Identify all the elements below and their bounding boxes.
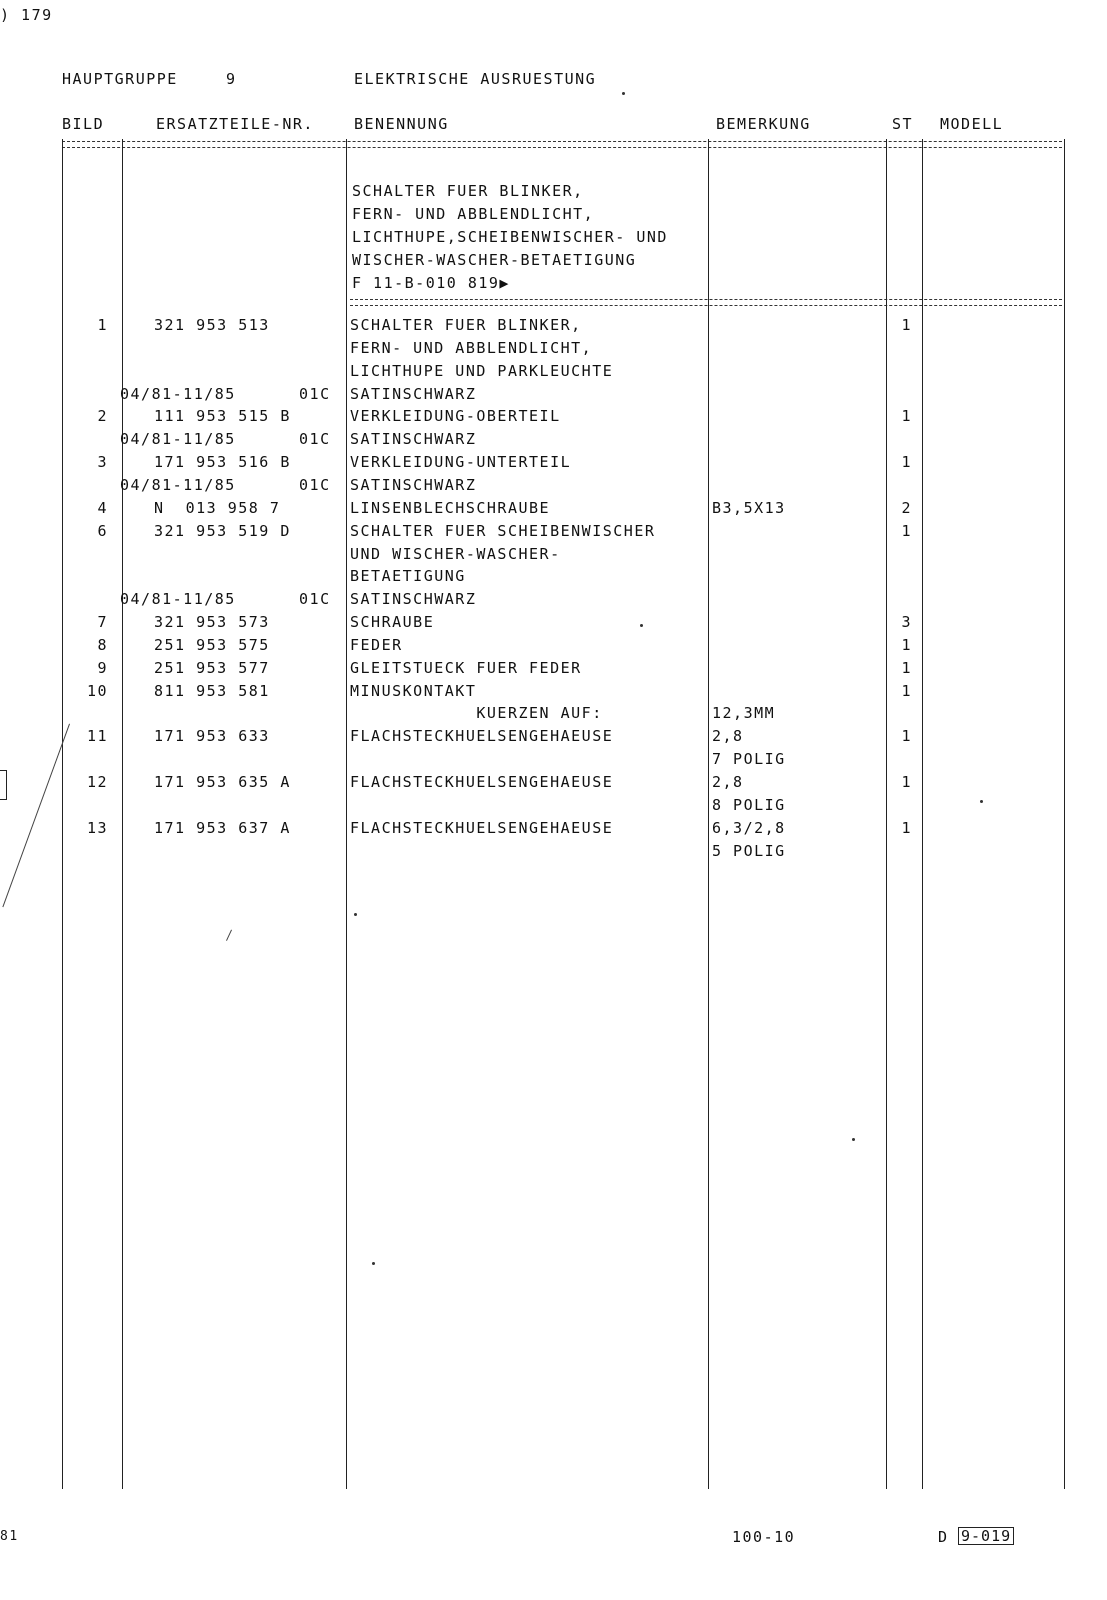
row-name: FLACHSTECKHUELSENGEHAEUSE	[350, 818, 614, 837]
row-name: SCHALTER FUER SCHEIBENWISCHER	[350, 521, 656, 540]
row-name: VERKLEIDUNG-UNTERTEIL	[350, 453, 572, 472]
pen-tick-mark	[226, 930, 232, 941]
row-part-number: 04/81-11/85 01C	[120, 384, 331, 403]
group-title: ELEKTRISCHE AUSRUESTUNG	[354, 70, 597, 88]
row-name: SATINSCHWARZ	[350, 384, 477, 403]
row-bild: 11	[86, 727, 108, 746]
row-name: FLACHSTECKHUELSENGEHAEUSE	[350, 773, 614, 791]
row-name: GLEITSTUECK FUER FEDER	[350, 658, 582, 677]
row-qty: 1	[901, 453, 912, 472]
intro-line: LICHTHUPE,SCHEIBENWISCHER- UND	[352, 228, 668, 246]
row-remark: 8 POLIG	[712, 795, 786, 814]
speck	[622, 92, 625, 95]
col-header-bild: BILD	[62, 115, 105, 133]
row-name: FEDER	[350, 635, 403, 654]
row-qty: 1	[901, 773, 912, 791]
lang-code: D	[938, 1528, 949, 1546]
row-bild: 1	[97, 316, 108, 334]
row-bild: 8	[97, 635, 108, 654]
corner-bottom-label: 81	[0, 1529, 19, 1544]
row-name: BETAETIGUNG	[350, 567, 466, 586]
row-name: FERN- UND ABBLENDLICHT,	[350, 338, 593, 357]
row-bild: 7	[97, 613, 108, 632]
rule-left	[62, 139, 63, 1489]
speck	[640, 624, 643, 627]
col-header-model: MODELL	[940, 115, 1004, 133]
rule-right	[1064, 139, 1065, 1489]
row-part-number: 171 953 635 A	[154, 773, 291, 791]
intro-line: SCHALTER FUER BLINKER,	[352, 182, 584, 200]
row-part-number: 04/81-11/85 01C	[120, 430, 331, 449]
row-part-number: 251 953 577	[154, 658, 270, 677]
row-name: FLACHSTECKHUELSENGEHAEUSE	[350, 727, 614, 746]
intro-line: F 11-B-010 819▶	[352, 274, 510, 292]
col-header-qty: ST	[892, 115, 914, 133]
row-name: LICHTHUPE UND PARKLEUCHTE	[350, 361, 614, 380]
row-name: SCHALTER FUER BLINKER,	[350, 316, 582, 334]
intro-line: FERN- UND ABBLENDLICHT,	[352, 205, 595, 223]
speck	[852, 1138, 855, 1141]
row-bild: 12	[86, 773, 108, 791]
rule-bild	[122, 139, 123, 1489]
rule-name	[708, 139, 709, 1489]
row-name: SCHRAUBE	[350, 613, 435, 632]
rule-remark	[886, 139, 887, 1489]
row-remark: 5 POLIG	[712, 841, 786, 860]
row-name: UND WISCHER-WASCHER-	[350, 544, 561, 563]
row-bild: 6	[97, 521, 108, 540]
row-name: KUERZEN AUF:	[350, 704, 603, 723]
col-header-remark: BEMERKUNG	[716, 115, 811, 133]
row-qty: 1	[901, 658, 912, 677]
row-part-number: 171 953 637 A	[154, 818, 291, 837]
row-qty: 1	[901, 635, 912, 654]
row-name: SATINSCHWARZ	[350, 590, 477, 609]
row-qty: 3	[901, 613, 912, 632]
row-part-number: 811 953 581	[154, 681, 270, 700]
row-qty: 2	[901, 498, 912, 517]
rule-qty	[922, 139, 923, 1489]
speck	[980, 800, 983, 803]
row-name: MINUSKONTAKT	[350, 681, 477, 700]
row-qty: 1	[901, 407, 912, 426]
row-part-number: 111 953 515 B	[154, 407, 291, 426]
row-part-number: 251 953 575	[154, 635, 270, 654]
row-remark: B3,5X13	[712, 498, 786, 517]
col-header-part-no: ERSATZTEILE-NR.	[156, 115, 314, 133]
binding-mark	[0, 770, 7, 800]
row-part-number: 321 953 573	[154, 613, 270, 632]
corner-top-label: ) 179	[0, 6, 53, 24]
intro-block	[352, 182, 668, 292]
intro-separator	[350, 299, 1062, 306]
row-name: LINSENBLECHSCHRAUBE	[350, 498, 551, 517]
row-bild: 4	[97, 498, 108, 517]
row-name: SATINSCHWARZ	[350, 430, 477, 449]
row-remark: 2,8	[712, 773, 744, 791]
row-part-number: 04/81-11/85 01C	[120, 590, 331, 609]
row-remark: 2,8	[712, 727, 744, 746]
row-bild: 2	[97, 407, 108, 426]
pen-stroke-mark	[2, 724, 70, 908]
row-part-number: 04/81-11/85 01C	[120, 475, 331, 494]
row-name: VERKLEIDUNG-OBERTEIL	[350, 407, 561, 426]
row-qty: 1	[901, 316, 912, 334]
row-remark: 7 POLIG	[712, 750, 786, 769]
rule-part	[346, 139, 347, 1489]
row-qty: 1	[901, 727, 912, 746]
row-name: SATINSCHWARZ	[350, 475, 477, 494]
speck	[372, 1262, 375, 1265]
row-bild: 10	[86, 681, 108, 700]
row-part-number: N 013 958 7	[154, 498, 281, 517]
row-part-number: 321 953 513	[154, 316, 270, 334]
row-remark: 6,3/2,8	[712, 818, 786, 837]
row-qty: 1	[901, 818, 912, 837]
group-label: HAUPTGRUPPE	[62, 70, 178, 88]
row-part-number: 321 953 519 D	[154, 521, 291, 540]
row-bild: 9	[97, 658, 108, 677]
page-number: 100-10	[732, 1528, 796, 1546]
header-separator	[62, 141, 1062, 148]
row-bild: 13	[86, 818, 108, 837]
row-part-number: 171 953 516 B	[154, 453, 291, 472]
row-remark: 12,3MM	[712, 704, 776, 723]
group-number: 9	[226, 70, 237, 88]
row-part-number: 171 953 633	[154, 727, 270, 746]
intro-line: WISCHER-WASCHER-BETAETIGUNG	[352, 251, 637, 269]
col-header-name: BENENNUNG	[354, 115, 449, 133]
row-qty: 1	[901, 681, 912, 700]
figure-ref-box: 9-019	[958, 1527, 1014, 1545]
speck	[354, 913, 357, 916]
row-qty: 1	[901, 521, 912, 540]
row-bild: 3	[97, 453, 108, 472]
